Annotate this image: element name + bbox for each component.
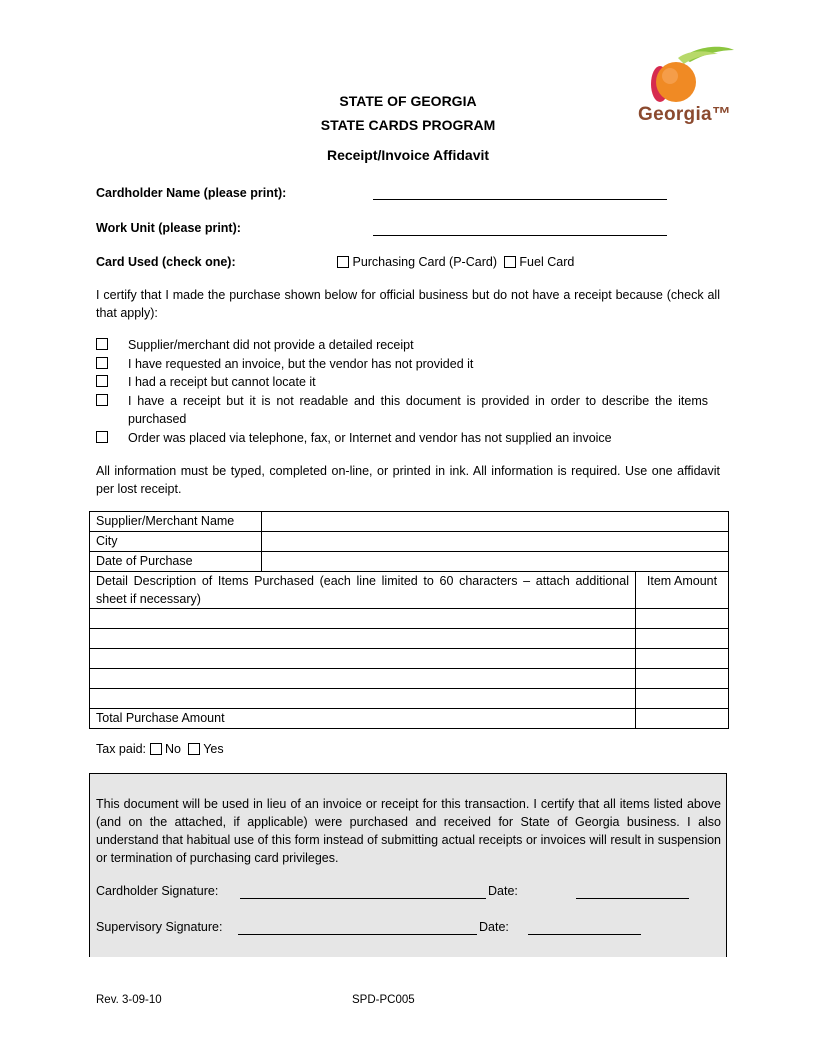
georgia-logo-text: Georgia™ [638, 104, 732, 125]
info-note: All information must be typed, completed on-line, or printed in ink. All information is required. Use one affidavit per lost receipt. [96, 464, 720, 496]
city-label: City [90, 532, 262, 552]
table-row [90, 649, 729, 669]
cardholder-name-label: Cardholder Name (please print): [96, 186, 287, 200]
card-type-options [337, 255, 574, 269]
pcard-option-label: Purchasing Card (P-Card) [352, 255, 497, 269]
table-header-row [90, 572, 729, 609]
certification-text: This document will be used in lieu of an invoice or receipt for this transaction. I certify that all items listed above (and on the attached, if applicable) were purchased and received for State of Georgia business. I also understand that habitual use of this form instead of submitting actual receipts or invoices will result in suspension or termination of purchasing card privileges. [96, 797, 721, 865]
program-title: STATE CARDS PROGRAM [320, 117, 496, 133]
description-header: Detail Description of Items Purchased (each line limited to 60 characters – attach additional sheet if necessary) [90, 572, 636, 609]
card-used-label: Card Used (check one): [96, 255, 236, 269]
reason-text: Supplier/merchant did not provide a detailed receipt [128, 338, 414, 352]
table-row [90, 689, 729, 709]
amount-field[interactable] [636, 689, 729, 709]
table-row [90, 552, 729, 572]
certify-intro: I certify that I made the purchase shown below for official business but do not have a receipt because (check all that apply): [96, 288, 720, 320]
cardholder-date-label: Date: [488, 884, 518, 898]
cardholder-date-field[interactable] [576, 898, 689, 899]
supervisory-date-label: Date: [479, 920, 509, 934]
work-unit-label: Work Unit (please print): [96, 221, 241, 235]
table-row [90, 669, 729, 689]
reason-checkbox[interactable] [96, 338, 108, 350]
cardholder-signature-field[interactable] [240, 898, 486, 899]
supervisory-signature-label: Supervisory Signature: [96, 920, 223, 934]
description-field[interactable] [90, 649, 636, 669]
description-field[interactable] [90, 669, 636, 689]
table-row [90, 512, 729, 532]
cardholder-signature-label: Cardholder Signature: [96, 884, 219, 898]
date-of-purchase-label: Date of Purchase [90, 552, 262, 572]
reason-checkbox[interactable] [96, 375, 108, 387]
tax-yes-label: Yes [203, 742, 224, 756]
amount-field[interactable] [636, 669, 729, 689]
total-purchase-label: Total Purchase Amount [90, 709, 636, 729]
reason-text: I had a receipt but cannot locate it [128, 375, 316, 389]
description-field[interactable] [90, 689, 636, 709]
revision-label: Rev. 3-09-10 [96, 994, 162, 1006]
purchase-details-table [89, 511, 729, 729]
amount-field[interactable] [636, 649, 729, 669]
tax-paid-group [96, 742, 224, 756]
table-row [90, 629, 729, 649]
supervisory-date-field[interactable] [528, 934, 641, 935]
fuel-card-option-label: Fuel Card [519, 255, 575, 269]
description-field[interactable] [90, 629, 636, 649]
total-amount-field[interactable] [636, 709, 729, 729]
supplier-label: Supplier/Merchant Name [90, 512, 262, 532]
table-row [90, 609, 729, 629]
state-title: STATE OF GEORGIA [339, 93, 477, 109]
pcard-checkbox[interactable] [337, 256, 349, 268]
reason-checkbox[interactable] [96, 357, 108, 369]
table-row [90, 709, 729, 729]
reason-text: Order was placed via telephone, fax, or Internet and vendor has not supplied an invoice [128, 431, 612, 445]
amount-field[interactable] [636, 609, 729, 629]
work-unit-field[interactable] [373, 235, 667, 236]
tax-yes-checkbox[interactable] [188, 743, 200, 755]
tax-paid-label: Tax paid: [96, 742, 147, 756]
supplier-field[interactable] [262, 512, 729, 532]
date-of-purchase-field[interactable] [262, 552, 729, 572]
fuel-card-checkbox[interactable] [504, 256, 516, 268]
reason-checkbox[interactable] [96, 431, 108, 443]
cardholder-name-field[interactable] [373, 199, 667, 200]
table-row [90, 532, 729, 552]
reason-text: I have requested an invoice, but the vendor has not provided it [128, 357, 474, 371]
reason-checkbox[interactable] [96, 394, 108, 406]
city-field[interactable] [262, 532, 729, 552]
tax-no-checkbox[interactable] [150, 743, 162, 755]
tax-no-label: No [165, 742, 181, 756]
form-title: Receipt/Invoice Affidavit [326, 147, 490, 163]
description-field[interactable] [90, 609, 636, 629]
form-code-label: SPD-PC005 [352, 994, 415, 1006]
reason-text: I have a receipt but it is not readable and this document is provided in order to describe the items purchased [128, 394, 708, 426]
supervisory-signature-field[interactable] [238, 934, 477, 935]
amount-field[interactable] [636, 629, 729, 649]
item-amount-header: Item Amount [636, 572, 729, 609]
